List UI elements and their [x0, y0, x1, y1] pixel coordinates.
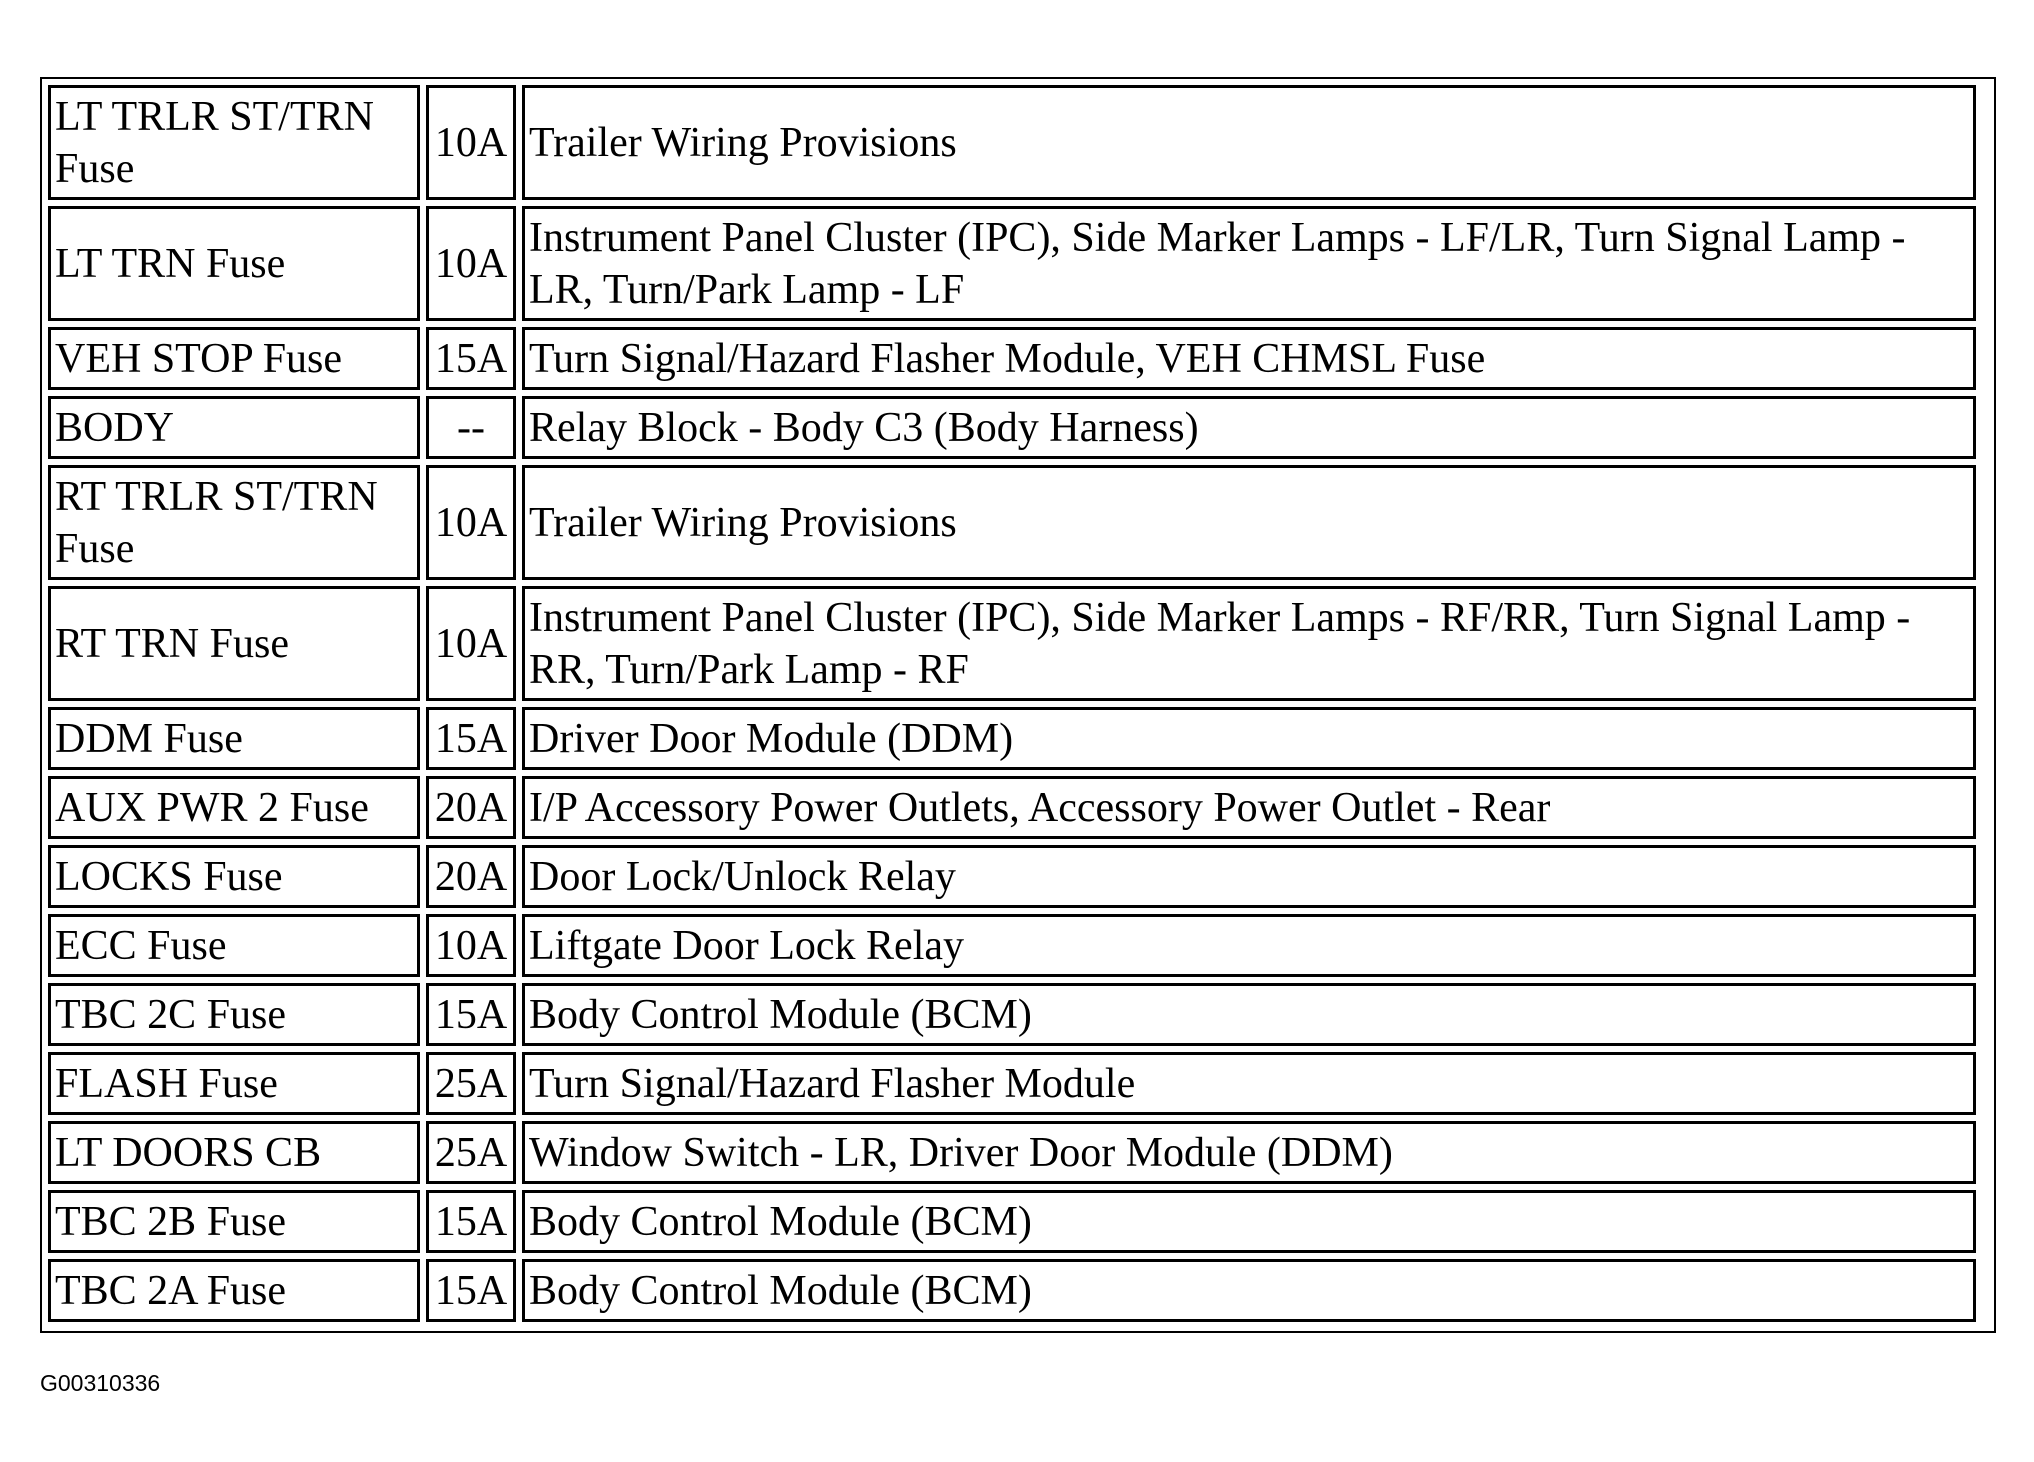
fuse-name-cell: LT TRLR ST/TRN Fuse: [48, 85, 420, 200]
fuse-name-cell: VEH STOP Fuse: [48, 327, 420, 390]
table-row: [48, 1052, 1976, 1115]
table-row: [48, 707, 1976, 770]
fuse-rating-cell: 15A: [426, 983, 516, 1046]
table-row: [48, 327, 1976, 390]
circuit-description-cell: Turn Signal/Hazard Flasher Module, VEH CHMSL Fuse: [522, 327, 1976, 390]
fuse-rating-cell: 10A: [426, 914, 516, 977]
fuse-rating-cell: 15A: [426, 1190, 516, 1253]
fuse-name-cell: ECC Fuse: [48, 914, 420, 977]
table-row: [48, 1190, 1976, 1253]
fuse-table-frame: [40, 77, 1996, 1333]
fuse-name-cell: BODY: [48, 396, 420, 459]
circuit-description-cell: Instrument Panel Cluster (IPC), Side Marker Lamps - LF/LR, Turn Signal Lamp - LR, Turn/Park Lamp - LF: [522, 206, 1976, 321]
fuse-name-cell: FLASH Fuse: [48, 1052, 420, 1115]
fuse-table: [42, 79, 1982, 1328]
circuit-description-cell: Instrument Panel Cluster (IPC), Side Marker Lamps - RF/RR, Turn Signal Lamp - RR, Turn/Park Lamp - RF: [522, 586, 1976, 701]
fuse-rating-cell: --: [426, 396, 516, 459]
circuit-description-cell: Relay Block - Body C3 (Body Harness): [522, 396, 1976, 459]
fuse-rating-cell: 10A: [426, 85, 516, 200]
fuse-name-cell: TBC 2A Fuse: [48, 1259, 420, 1322]
fuse-name-cell: LT DOORS CB: [48, 1121, 420, 1184]
fuse-rating-cell: 10A: [426, 206, 516, 321]
fuse-rating-cell: 25A: [426, 1121, 516, 1184]
figure-id-caption: G00310336: [40, 1370, 161, 1396]
fuse-rating-cell: 20A: [426, 776, 516, 839]
table-row: [48, 396, 1976, 459]
circuit-description-cell: Body Control Module (BCM): [522, 983, 1976, 1046]
fuse-rating-cell: 15A: [426, 707, 516, 770]
circuit-description-cell: Liftgate Door Lock Relay: [522, 914, 1976, 977]
circuit-description-cell: Body Control Module (BCM): [522, 1190, 1976, 1253]
circuit-description-cell: Turn Signal/Hazard Flasher Module: [522, 1052, 1976, 1115]
fuse-name-cell: AUX PWR 2 Fuse: [48, 776, 420, 839]
circuit-description-cell: Door Lock/Unlock Relay: [522, 845, 1976, 908]
table-row: [48, 776, 1976, 839]
fuse-name-cell: LT TRN Fuse: [48, 206, 420, 321]
table-row: [48, 983, 1976, 1046]
fuse-name-cell: DDM Fuse: [48, 707, 420, 770]
circuit-description-cell: I/P Accessory Power Outlets, Accessory Power Outlet - Rear: [522, 776, 1976, 839]
fuse-name-cell: RT TRLR ST/TRN Fuse: [48, 465, 420, 580]
fuse-table-body: [48, 85, 1976, 1322]
fuse-rating-cell: 20A: [426, 845, 516, 908]
fuse-rating-cell: 15A: [426, 1259, 516, 1322]
table-row: [48, 1259, 1976, 1322]
fuse-rating-cell: 10A: [426, 586, 516, 701]
table-row: [48, 914, 1976, 977]
fuse-name-cell: LOCKS Fuse: [48, 845, 420, 908]
fuse-name-cell: RT TRN Fuse: [48, 586, 420, 701]
table-row: [48, 206, 1976, 321]
circuit-description-cell: Trailer Wiring Provisions: [522, 465, 1976, 580]
table-row: [48, 845, 1976, 908]
circuit-description-cell: Body Control Module (BCM): [522, 1259, 1976, 1322]
fuse-rating-cell: 15A: [426, 327, 516, 390]
circuit-description-cell: Driver Door Module (DDM): [522, 707, 1976, 770]
fuse-name-cell: TBC 2B Fuse: [48, 1190, 420, 1253]
table-row: [48, 586, 1976, 701]
fuse-rating-cell: 25A: [426, 1052, 516, 1115]
circuit-description-cell: Trailer Wiring Provisions: [522, 85, 1976, 200]
table-row: [48, 465, 1976, 580]
fuse-name-cell: TBC 2C Fuse: [48, 983, 420, 1046]
fuse-rating-cell: 10A: [426, 465, 516, 580]
circuit-description-cell: Window Switch - LR, Driver Door Module (DDM): [522, 1121, 1976, 1184]
table-row: [48, 1121, 1976, 1184]
table-row: [48, 85, 1976, 200]
